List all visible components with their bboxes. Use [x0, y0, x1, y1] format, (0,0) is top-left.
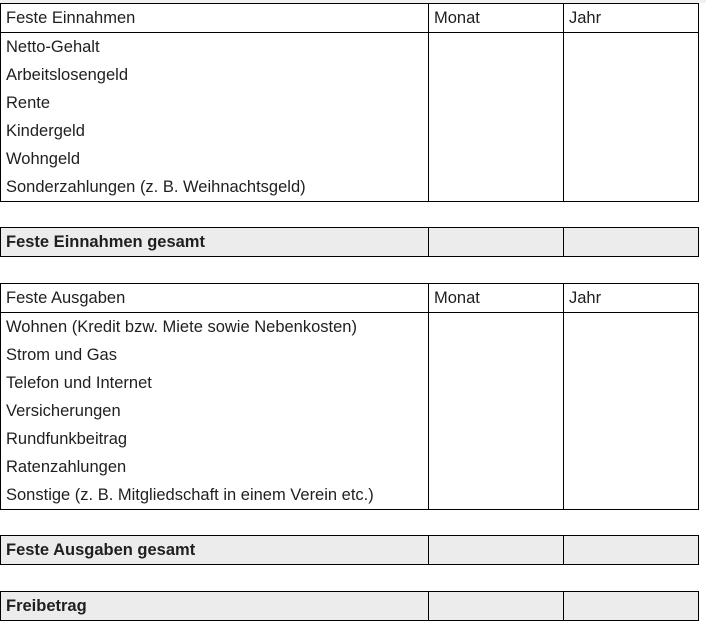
income-month-cell[interactable] — [429, 89, 564, 117]
income-month-cell[interactable] — [429, 33, 564, 62]
expense-item-label: Versicherungen — [6, 402, 121, 420]
table-row — [1, 453, 699, 481]
income-header-label: Feste Einnahmen — [1, 4, 429, 33]
income-item-label: Arbeitslosengeld — [6, 66, 128, 84]
income-item-label: Netto-Gehalt — [6, 38, 100, 56]
income-item-label: Kindergeld — [6, 122, 85, 140]
expense-year-cell[interactable] — [564, 453, 699, 481]
expense-year-cell[interactable] — [564, 397, 699, 425]
expenses-header-year: Jahr — [564, 284, 699, 313]
income-year-cell[interactable] — [564, 33, 699, 62]
expense-year-cell[interactable] — [564, 341, 699, 369]
expenses-header-month: Monat — [429, 284, 564, 313]
table-row — [1, 369, 699, 397]
expense-year-cell[interactable] — [564, 425, 699, 453]
income-table — [0, 3, 699, 202]
income-month-cell[interactable] — [429, 117, 564, 145]
expense-item-label: Rundfunkbeitrag — [6, 430, 128, 448]
expense-month-cell[interactable] — [429, 481, 564, 510]
allowance-table — [0, 591, 699, 621]
income-month-cell[interactable] — [429, 61, 564, 89]
income-total-year-cell[interactable] — [564, 228, 699, 257]
expenses-total-label: Feste Ausgaben gesamt — [6, 541, 196, 559]
table-row — [1, 397, 699, 425]
income-month-cell[interactable] — [429, 145, 564, 173]
income-header-year: Jahr — [564, 4, 699, 33]
income-year-cell[interactable] — [564, 145, 699, 173]
allowance-label: Freibetrag — [6, 597, 87, 615]
expense-item-label: Telefon und Internet — [6, 374, 152, 392]
table-row — [1, 145, 699, 173]
income-year-cell[interactable] — [564, 61, 699, 89]
income-header-month: Monat — [429, 4, 564, 33]
expense-month-cell[interactable] — [429, 425, 564, 453]
expense-item-label: Wohnen (Kredit bzw. Miete sowie Nebenkosten) — [6, 318, 357, 336]
income-year-cell[interactable] — [564, 89, 699, 117]
expenses-header-label: Feste Ausgaben — [1, 284, 429, 313]
table-row — [1, 89, 699, 117]
expense-item-label: Sonstige (z. B. Mitgliedschaft in einem Verein etc.) — [6, 486, 374, 504]
income-item-label: Rente — [6, 94, 51, 112]
expense-month-cell[interactable] — [429, 453, 564, 481]
table-row — [1, 117, 699, 145]
expenses-total-month-cell[interactable] — [429, 536, 564, 565]
income-total-label: Feste Einnahmen gesamt — [6, 233, 205, 251]
expenses-total-row — [1, 536, 699, 565]
expense-month-cell[interactable] — [429, 313, 564, 342]
income-year-cell[interactable] — [564, 117, 699, 145]
expense-item-label: Strom und Gas — [6, 346, 117, 364]
income-item-label: Wohngeld — [6, 150, 81, 168]
income-total-table — [0, 227, 699, 257]
expenses-table — [0, 283, 699, 510]
income-year-cell[interactable] — [564, 173, 699, 202]
income-total-row — [1, 228, 699, 257]
expenses-total-year-cell[interactable] — [564, 536, 699, 565]
income-item-label: Sonderzahlungen (z. B. Weihnachtsgeld) — [6, 178, 306, 196]
allowance-row — [1, 592, 699, 621]
income-month-cell[interactable] — [429, 173, 564, 202]
expense-month-cell[interactable] — [429, 369, 564, 397]
expense-year-cell[interactable] — [564, 313, 699, 342]
expenses-header-row — [1, 284, 699, 313]
expense-month-cell[interactable] — [429, 341, 564, 369]
table-row — [1, 425, 699, 453]
expense-year-cell[interactable] — [564, 369, 699, 397]
table-row — [1, 341, 699, 369]
income-header-row — [1, 4, 699, 33]
table-row — [1, 313, 699, 342]
expense-month-cell[interactable] — [429, 397, 564, 425]
expense-year-cell[interactable] — [564, 481, 699, 510]
allowance-month-cell[interactable] — [429, 592, 564, 621]
allowance-year-cell[interactable] — [564, 592, 699, 621]
table-row — [1, 33, 699, 62]
expenses-total-table — [0, 535, 699, 565]
expense-item-label: Ratenzahlungen — [6, 458, 127, 476]
table-row — [1, 481, 699, 510]
table-row — [1, 173, 699, 202]
income-total-month-cell[interactable] — [429, 228, 564, 257]
table-row — [1, 61, 699, 89]
